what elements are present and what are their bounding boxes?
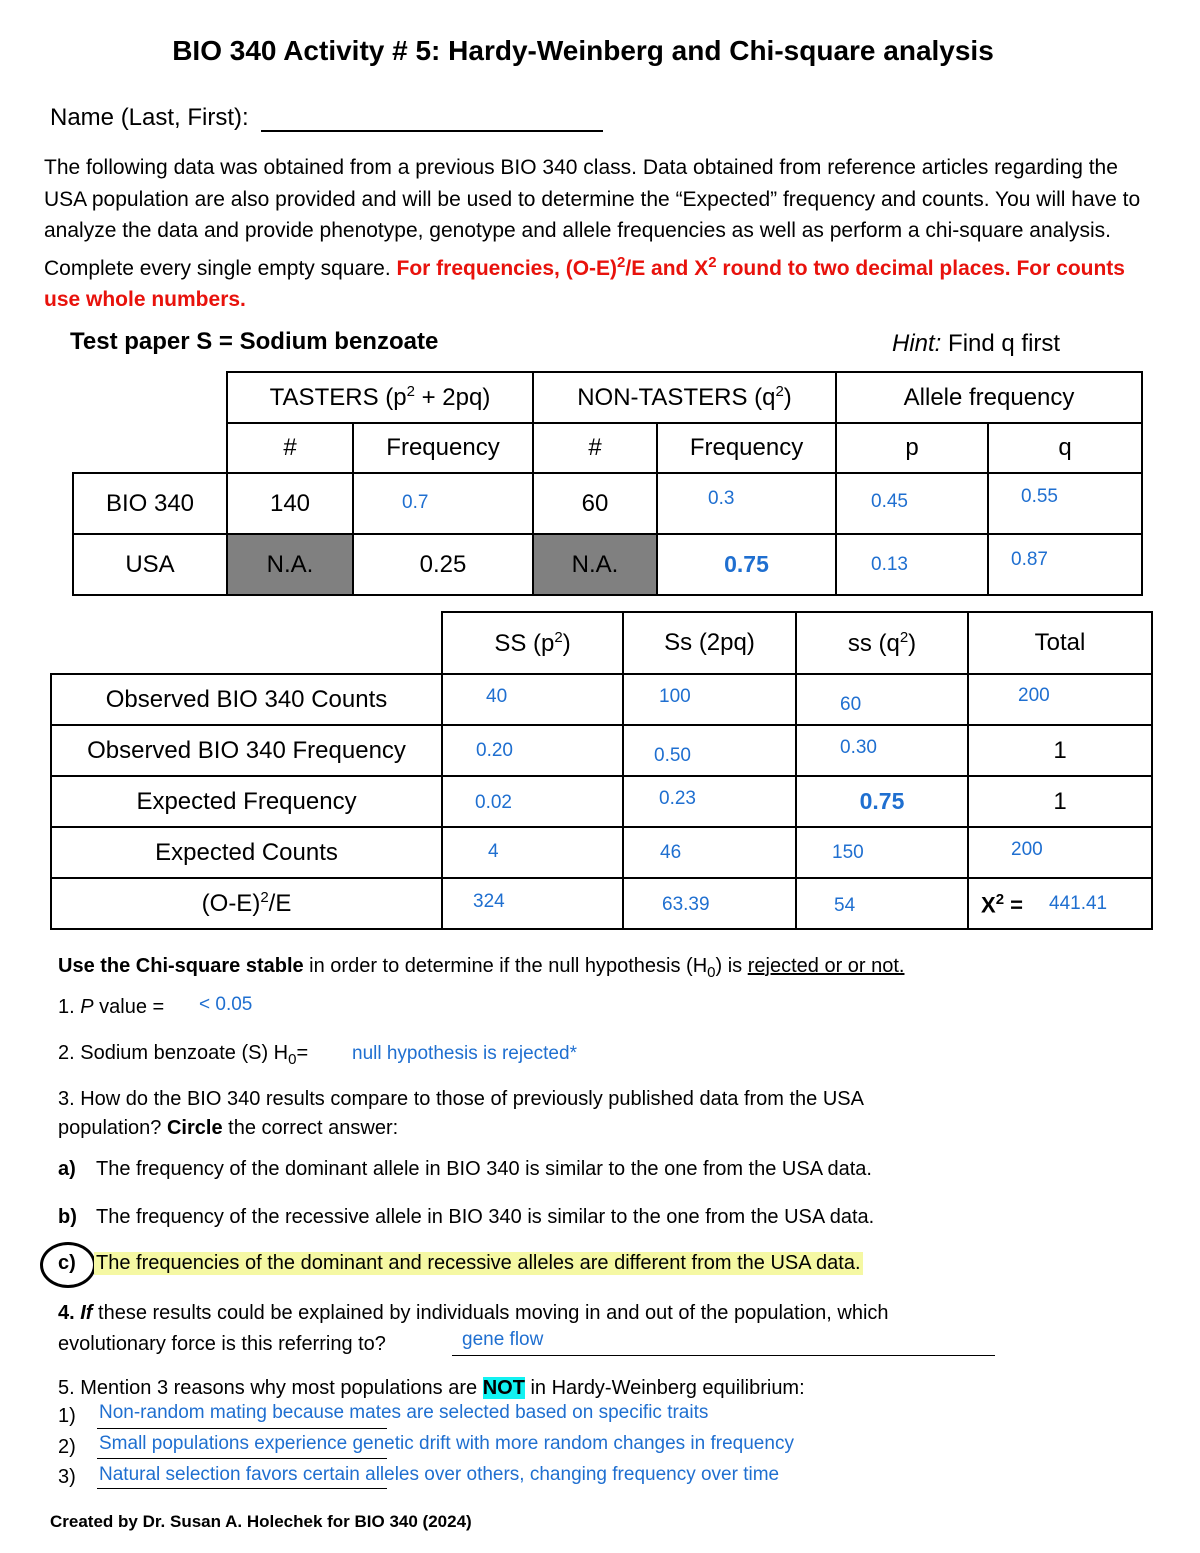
expected-frequency-SS-cell[interactable]: [442, 776, 623, 827]
observed-frequency-Ss-cell[interactable]: [623, 725, 796, 776]
reason-3-line: [97, 1488, 387, 1489]
reason-1-number: 1): [58, 1405, 76, 1427]
answer-text: 200: [1018, 685, 1050, 706]
header-Ss: Ss (2pq): [623, 612, 796, 674]
row-label-bio340: BIO 340: [73, 473, 227, 534]
blank-corner: [51, 612, 442, 674]
expected-frequency-total: 1: [968, 776, 1152, 827]
answer-text: 0.3: [708, 488, 735, 509]
phenotype-table: [72, 371, 1143, 596]
answer-text: 63.39: [662, 894, 710, 915]
header-allele-frequency: Allele frequency: [836, 372, 1142, 423]
answer-text: 46: [660, 842, 682, 863]
question-5: 5. Mention 3 reasons why most populations are NOT in Hardy-Weinberg equilibrium:: [58, 1377, 805, 1399]
intro-red-b: /E and X: [625, 256, 709, 280]
row-label-observed-frequency: Observed BIO 340 Frequency: [51, 725, 442, 776]
name-label: Name (Last, First):: [50, 104, 256, 131]
reason-2-number: 2): [58, 1436, 76, 1458]
hint-text: [892, 330, 1060, 358]
intro-red-c: round to two decimal places. For counts use whole numbers.: [44, 256, 1125, 311]
bio340-q-cell[interactable]: [988, 473, 1142, 534]
bio340-tasters-frequency-cell[interactable]: [353, 473, 533, 534]
header-ss: ss $(q^2)$: [796, 612, 968, 674]
answer-text: 324: [473, 891, 505, 912]
answer-text: 40: [486, 686, 508, 707]
row-label-usa: USA: [73, 534, 227, 595]
answer-text: 200: [1011, 839, 1043, 860]
usa-p-cell[interactable]: [836, 534, 988, 595]
answer-text: 0.20: [476, 740, 513, 761]
row-label-expected-counts: Expected Counts: [51, 827, 442, 878]
chi-square-instruction: Use the Chi-square stable in order to determine if the null hypothesis $(H_0)$ is rejected or or not.: [58, 955, 905, 981]
answer-text: 0.75: [724, 550, 769, 577]
intro-red-a: For frequencies, (O-E): [396, 256, 618, 280]
answer-text: 0.50: [654, 745, 691, 766]
answer-text: 60: [840, 694, 862, 715]
question-3-line-1: 3. How do the BIO 340 results compare to those of previously published data from the USA: [58, 1088, 864, 1110]
expected-count-Ss-cell[interactable]: [623, 827, 796, 878]
answer-text: 100: [659, 686, 691, 707]
question-3-line-2: population? Circle the correct answer:: [58, 1117, 399, 1139]
row-label-chi-component: $(O-E)^2/E$: [51, 878, 442, 929]
reason-1-answer[interactable]: Non-random mating because mates are selected based on specific traits: [99, 1402, 709, 1423]
q2-answer[interactable]: null hypothesis is rejected*: [352, 1043, 577, 1064]
bio340-non-tasters-frequency-cell[interactable]: [657, 473, 836, 534]
page-title: BIO 340 Activity # 5: Hardy-Weinberg and Chi-square analysis: [172, 35, 994, 66]
observed-frequency-SS-cell[interactable]: [442, 725, 623, 776]
usa-tasters-count-na: N.A.: [227, 534, 353, 595]
chi-SS-cell[interactable]: [442, 878, 623, 929]
question-2: 2. Sodium benzoate (S) $H_0=$: [58, 1042, 309, 1068]
chi-Ss-cell[interactable]: [623, 878, 796, 929]
answer-text: 0.87: [1011, 549, 1048, 570]
row-label-observed-counts: Observed BIO 340 Counts: [51, 674, 442, 725]
option-a[interactable]: a) The frequency of the dominant allele in BIO 340 is similar to the one from the USA data.: [58, 1158, 872, 1180]
expected-frequency-Ss-cell[interactable]: [623, 776, 796, 827]
q4-answer[interactable]: gene flow: [462, 1329, 544, 1350]
answer-text: 0.75: [859, 787, 905, 814]
question-4-line-2: evolutionary force is this referring to?: [58, 1333, 386, 1355]
name-field-label: [50, 104, 603, 132]
chi-square-total-cell[interactable]: [968, 878, 1152, 929]
usa-non-tasters-count-na: N.A.: [533, 534, 657, 595]
observed-frequency-total: 1: [968, 725, 1152, 776]
q4-answer-line: [452, 1355, 995, 1356]
bio340-non-tasters-count: 60: [533, 473, 657, 534]
row-label-expected-frequency: Expected Frequency: [51, 776, 442, 827]
header-tasters-frequency: Frequency: [353, 423, 533, 473]
chi-square-value: 441.41: [1049, 893, 1108, 914]
observed-count-SS-cell[interactable]: [442, 674, 623, 725]
q1-answer[interactable]: < 0.05: [199, 994, 253, 1015]
observed-count-ss-cell[interactable]: [796, 674, 968, 725]
hint-label: Hint:: [892, 330, 942, 357]
intro-text: The following data was obtained from a previous BIO 340 class. Data obtained from reference articles regarding the USA population are also provided and will be used to determine the “Expected” frequency and counts. You will have to analyze the data and provide phenotype, genotype and allele frequencies as well as perform a chi-square analysis. Complete every single empty square.: [44, 156, 1141, 280]
bio340-tasters-count: 140: [227, 473, 353, 534]
answer-text: 150: [832, 842, 864, 863]
option-c[interactable]: c) The frequencies of the dominant and recessive alleles are different from the USA data.: [58, 1252, 861, 1274]
header-total: Total: [968, 612, 1152, 674]
header-tasters-count: #: [227, 423, 353, 473]
name-blank-line[interactable]: [261, 106, 603, 132]
reason-2-line: [97, 1458, 387, 1459]
genotype-chi-square-table: [50, 611, 1153, 930]
answer-text: 0.55: [1021, 486, 1058, 507]
header-tasters: TASTERS $(p^2 + 2pq)$: [227, 372, 533, 423]
header-q: q: [988, 423, 1142, 473]
usa-tasters-frequency: 0.25: [353, 534, 533, 595]
usa-non-tasters-frequency-cell[interactable]: [657, 534, 836, 595]
instructions-paragraph: [44, 152, 1164, 316]
sup-2: 2: [708, 253, 717, 271]
expected-frequency-ss-cell[interactable]: [796, 776, 968, 827]
footer-credit: Created by Dr. Susan A. Holechek for BIO 340 (2024): [50, 1512, 472, 1531]
reason-1-line: [97, 1428, 387, 1429]
expected-count-SS-cell[interactable]: [442, 827, 623, 878]
answer-text: 54: [834, 895, 856, 916]
chi-ss-cell[interactable]: [796, 878, 968, 929]
answer-text: 0.45: [871, 491, 908, 512]
expected-count-total-cell[interactable]: [968, 827, 1152, 878]
test-paper-heading: Test paper S = Sodium benzoate: [70, 328, 439, 355]
reason-3-answer[interactable]: Natural selection favors certain alleles over others, changing frequency over time: [99, 1464, 780, 1485]
expected-count-ss-cell[interactable]: [796, 827, 968, 878]
answer-text: 4: [488, 841, 499, 862]
answer-text: 0.02: [475, 792, 512, 813]
header-non-tasters-count: #: [533, 423, 657, 473]
observed-count-Ss-cell[interactable]: [623, 674, 796, 725]
reason-2-answer[interactable]: Small populations experience genetic drift with more random changes in frequency: [99, 1433, 794, 1454]
question-1: 1. P value =: [58, 996, 165, 1018]
sup-2: 2: [617, 253, 626, 271]
observed-frequency-ss-cell[interactable]: [796, 725, 968, 776]
answer-text: 0.7: [402, 492, 429, 513]
usa-q-cell[interactable]: [988, 534, 1142, 595]
header-SS: SS $(p^2)$: [442, 612, 623, 674]
option-b[interactable]: b) The frequency of the recessive allele in BIO 340 is similar to the one from the USA data.: [58, 1206, 875, 1228]
blank-corner: [73, 372, 227, 423]
question-4-line-1: 4. If these results could be explained by individuals moving in and out of the population, which: [58, 1302, 889, 1324]
observed-count-total-cell[interactable]: [968, 674, 1152, 725]
blank-corner: [73, 423, 227, 473]
header-non-tasters: NON-TASTERS $(q^2)$: [533, 372, 836, 423]
header-p: p: [836, 423, 988, 473]
header-non-tasters-frequency: Frequency: [657, 423, 836, 473]
answer-text: 0.23: [659, 788, 696, 809]
reason-3-number: 3): [58, 1466, 76, 1488]
x2-label: $X^2$ =: [981, 891, 1023, 918]
hint-body: Find q first: [941, 330, 1061, 357]
answer-text: 0.30: [840, 737, 877, 758]
answer-text: 0.13: [871, 554, 908, 575]
bio340-p-cell[interactable]: [836, 473, 988, 534]
